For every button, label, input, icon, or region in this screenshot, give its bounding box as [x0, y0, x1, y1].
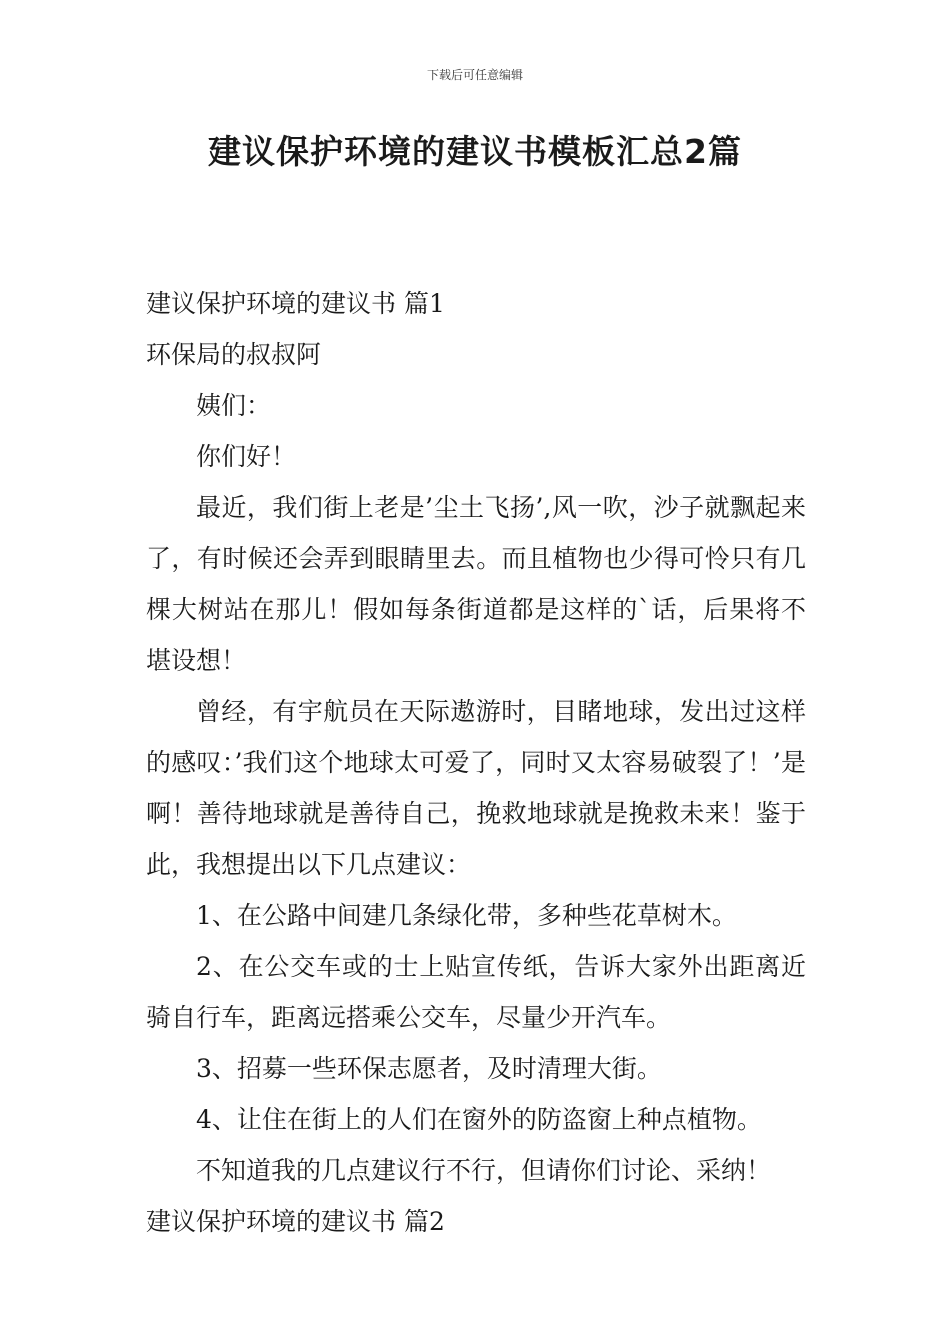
- closing-line: 不知道我的几点建议行不行，但请你们讨论、采纳！: [196, 1156, 772, 1185]
- section-heading: 建议保护环境的建议书 篇1: [146, 289, 445, 318]
- body-paragraph: 最近，我们街上老是’尘土飞扬’,风一吹，沙子就飘起来了，有时候还会弄到眼睛里去。而且植物也少得可怜只有几棵大树站在那儿！假如每条街道都是这样的`话，后果将不堪设想！: [146, 493, 806, 675]
- document-body: [146, 278, 806, 1247]
- greeting: 你们好！: [196, 442, 297, 471]
- section-heading: 建议保护环境的建议书 篇2: [146, 1207, 445, 1236]
- salutation-line: 环保局的叔叔阿: [146, 340, 322, 369]
- suggestion-item: 2、在公交车或的士上贴宣传纸，告诉大家外出距离近骑自行车，距离远搭乘公交车，尽量少开汽车。: [146, 952, 806, 1032]
- salutation-line: 姨们：: [196, 391, 272, 420]
- document-title: 建议保护环境的建议书模板汇总2篇: [208, 132, 742, 171]
- body-paragraph: 曾经，有宇航员在天际遨游时，目睹地球，发出过这样的感叹：’我们这个地球太可爱了，同时又太容易破裂了！’是啊！善待地球就是善待自己，挽救地球就是挽救未来！鉴于此，我想提出以下几点建议：: [146, 697, 806, 879]
- suggestion-item: 3、招募一些环保志愿者，及时清理大街。: [196, 1054, 662, 1083]
- suggestion-item: 1、在公路中间建几条绿化带，多种些花草树木。: [196, 901, 737, 930]
- header-note: 下载后可任意编辑: [426, 68, 523, 82]
- suggestion-item: 4、让住在街上的人们在窗外的防盗窗上种点植物。: [196, 1105, 762, 1134]
